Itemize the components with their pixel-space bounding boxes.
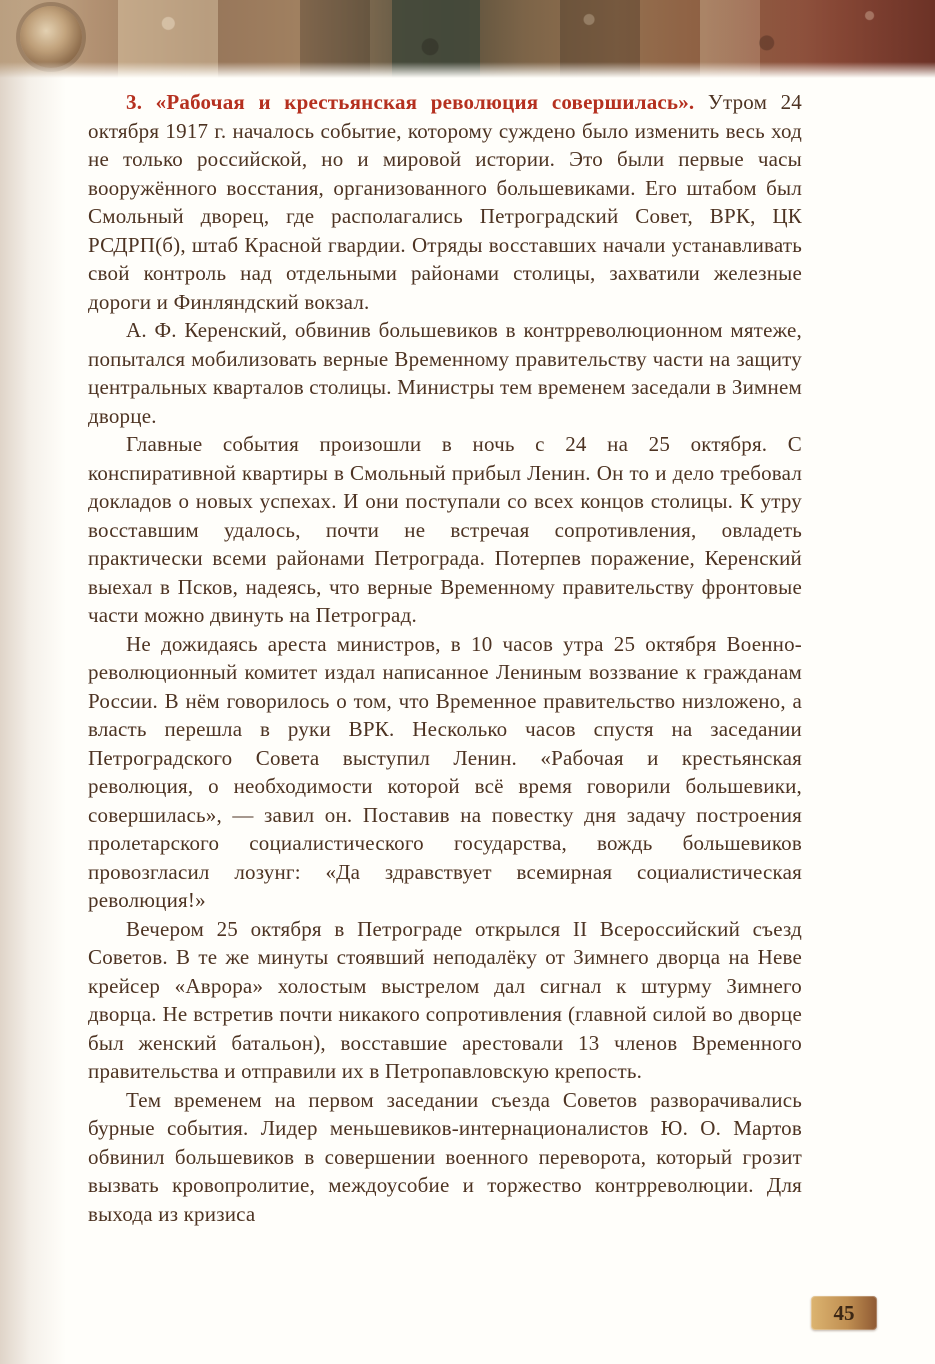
paragraph: Вечером 25 октября в Петрограде открылся II Всероссийский съезд Советов. В те же минуты стоявший неподалёку от Зимнего дворца на Неве крейсер «Аврора» холостым выстрелом дал сигнал к штурму Зимнего дворца. Не встретив почти никакого сопротивления (главной силой во дворце был женский батальон), восставшие арестовали 13 членов Временного правительства и отправили их в Петропавловскую крепость. <box>88 916 802 1083</box>
paragraph: Не дожидаясь ареста министров, в 10 часов утра 25 октября Военно-революционный комитет издал написанное Лениным воззвание к гражданам России. В нём говорилось о том, что Временное правительство низложено, а власть перешла в руки ВРК. Несколько часов спустя на заседании Петроградского Совета выступил Ленин. «Рабочая и крестьянская революция, о необходимости которой всё время говорили большевики, совершилась», — завил он. Поставив на повестку дня задачу построения пролетарского социалистического государства, вождь большевиков провозгласил лозунг: «Да здравствует всемирная социалистическая революция!» <box>88 631 802 912</box>
paragraph: Тем временем на первом заседании съезда Советов разворачивались бурные события. Лидер меньшевиков-интернационалистов Ю. О. Мартов обвинил большевиков в совершении военного переворота, который грозит вызвать кровопролитие, междоусобие и торжество контрреволюции. Для выхода из кризиса <box>88 1087 802 1226</box>
section-heading: 3. «Рабочая и крестьянская революция совершилась». <box>126 90 695 114</box>
paragraph-text: Утром 24 октября 1917 г. началось событие, которому суждено было изменить весь ход не только российской, но и мировой истории. Это были первые часы вооружённого восстания, организованного большевиками. Его штабом был Смольный дворец, где располагались Петроградский Совет, ВРК, ЦК РСДРП(б), штаб Красной гвардии. Отряды восставших начали устанавливать свой контроль над отдельными районами столицы, захватили железные дороги и Финляндский вокзал. <box>88 90 802 314</box>
paragraph: А. Ф. Керенский, обвинив большевиков в контрреволюционном мятеже, попытался мобилизовать верные Временному правительству части на защиту центральных кварталов столицы. Министры тем временем заседали в Зимнем дворце. <box>88 318 802 428</box>
text-block <box>88 88 802 1228</box>
page-number: 45 <box>833 1300 855 1325</box>
page-binding-shadow <box>0 0 66 1364</box>
header-collage <box>0 0 935 78</box>
paragraph-intro <box>88 88 802 316</box>
collage-fade <box>0 62 935 78</box>
page-number-badge <box>811 1296 877 1330</box>
paragraph: Главные события произошли в ночь с 24 на 25 октября. С конспиративной квартиры в Смольный прибыл Ленин. Он то и дело требовал докладов о новых успехах. И они поступали со всех концов столицы. К утру восставшим удалось, почти не встречая сопротивления, овладеть практически всеми районами Петрограда. Потерпев поражение, Керенский выехал в Псков, надеясь, что верные Временному правительству фронтовые части можно двинуть на Петроград. <box>88 432 802 627</box>
